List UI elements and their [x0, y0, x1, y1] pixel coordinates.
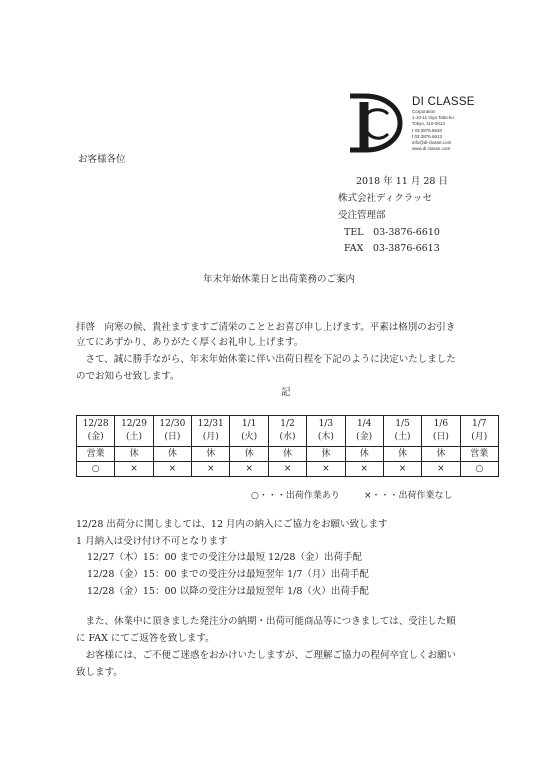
date-cell: 1/1 (火) — [230, 416, 268, 447]
date-cell: 12/28 (金) — [77, 416, 115, 447]
date-cell: 1/7 (月) — [460, 416, 498, 447]
closing-line-1: また、休業中に頂きました発注分の納期・出荷可能商品等につきましては、受注した順 — [76, 616, 456, 627]
date-cell: 12/29 (土) — [115, 416, 153, 447]
shipping-schedule-table — [76, 415, 499, 477]
closing-line-4: 致します。 — [76, 667, 123, 678]
legend-no-shipping: ×・・・出荷作業なし — [364, 491, 453, 501]
brand-tel: t 03.3876.6610 — [412, 127, 443, 133]
sender-tel: TEL 03-3876-6610 — [344, 227, 440, 238]
shipping-cell: × — [115, 462, 153, 477]
shipping-cell: × — [153, 462, 191, 477]
status-cell: 休 — [153, 447, 191, 462]
shipping-cell: × — [192, 462, 230, 477]
status-cell: 休 — [230, 447, 268, 462]
brand-name: DI CLASSE — [412, 96, 475, 108]
shipping-cell: × — [422, 462, 460, 477]
date-cell: 1/5 (土) — [383, 416, 421, 447]
sender-fax: FAX 03-3876-6613 — [344, 243, 440, 254]
note-line-5: 12/28（金）15：00 以降の受注分は最短翌年 1/8（火）出荷手配 — [87, 586, 369, 597]
status-cell: 休 — [383, 447, 421, 462]
date-cell: 1/6 (日) — [422, 416, 460, 447]
table-row-dates — [77, 416, 499, 447]
shipping-cell: × — [345, 462, 383, 477]
date-cell: 1/2 (水) — [268, 416, 306, 447]
brand-address — [412, 109, 454, 152]
sender-department: 受注管理部 — [338, 210, 386, 221]
brand-address-line2: Tokyo, 110-0013 — [412, 121, 445, 127]
status-cell: 営業 — [460, 447, 498, 462]
shipping-cell: ○ — [460, 462, 498, 477]
document-title: 年末年始休業日と出荷業務のご案内 — [203, 274, 356, 285]
addressee: お客様各位 — [78, 154, 126, 165]
shipping-cell: × — [268, 462, 306, 477]
sender-company: 株式会社ディクラッセ — [338, 193, 433, 204]
status-cell: 休 — [192, 447, 230, 462]
status-cell: 休 — [268, 447, 306, 462]
note-line-2: 1 月納入は受け付け不可となります — [76, 536, 228, 547]
note-line-3: 12/27（木）15：00 までの受注分は最短 12/28（金）出荷手配 — [87, 552, 362, 563]
brand-fax: f 03.3876.6613 — [412, 133, 443, 139]
date-cell: 1/4 (金) — [345, 416, 383, 447]
table-row-status — [77, 447, 499, 462]
status-cell: 休 — [115, 447, 153, 462]
closing-line-3: お客様には、ご不便ご迷惑をおかけいたしますが、ご理解ご協力の程何卒宜しくお願い — [76, 650, 457, 661]
brand-corporation: Corporation — [412, 109, 436, 114]
brand-address-line1: 1-10-11 Iriya Taito-ku — [412, 115, 454, 121]
company-logo — [344, 92, 404, 154]
shipping-cell: × — [230, 462, 268, 477]
note-line-4: 12/28（金）15：00 までの受注分は最短翌年 1/7（月）出荷手配 — [87, 569, 369, 580]
legend-shipping: ○・・・出荷作業あり — [251, 491, 340, 501]
status-cell: 休 — [345, 447, 383, 462]
brand-web: www.di-classe.com — [412, 146, 451, 152]
letter-date: 2018 年 11 月 28 日 — [356, 176, 448, 187]
shipping-cell: × — [383, 462, 421, 477]
ki-heading: 記 — [281, 387, 291, 398]
brand-email: info@di-classe.com — [412, 140, 452, 146]
shipping-cell: × — [307, 462, 345, 477]
status-cell: 休 — [307, 447, 345, 462]
date-cell: 1/3 (木) — [307, 416, 345, 447]
notice-line-1: さて、誠に勝手ながら、年末年始休業に伴い出荷日程を下記のように決定いたしました — [76, 354, 456, 365]
table-row-shipping — [77, 462, 499, 477]
greeting-line-1: 拝啓 向寒の候、貴社ますますご清栄のこととお喜び申し上げます。平素は格別のお引き — [76, 322, 456, 333]
date-cell: 12/31 (月) — [192, 416, 230, 447]
closing-line-2: に FAX にてご返答を致します。 — [76, 633, 215, 644]
date-cell: 12/30 (日) — [153, 416, 191, 447]
status-cell: 休 — [422, 447, 460, 462]
notice-line-2: のでお知らせ致します。 — [76, 371, 180, 382]
status-cell: 営業 — [77, 447, 115, 462]
note-line-1: 12/28 出荷分に関しましては、12 月内の納入にご協力をお願い致します — [76, 519, 388, 530]
greeting-line-2: 立てにあずかり、ありがたく厚くお礼申し上げます。 — [76, 337, 304, 348]
shipping-cell: ○ — [77, 462, 115, 477]
